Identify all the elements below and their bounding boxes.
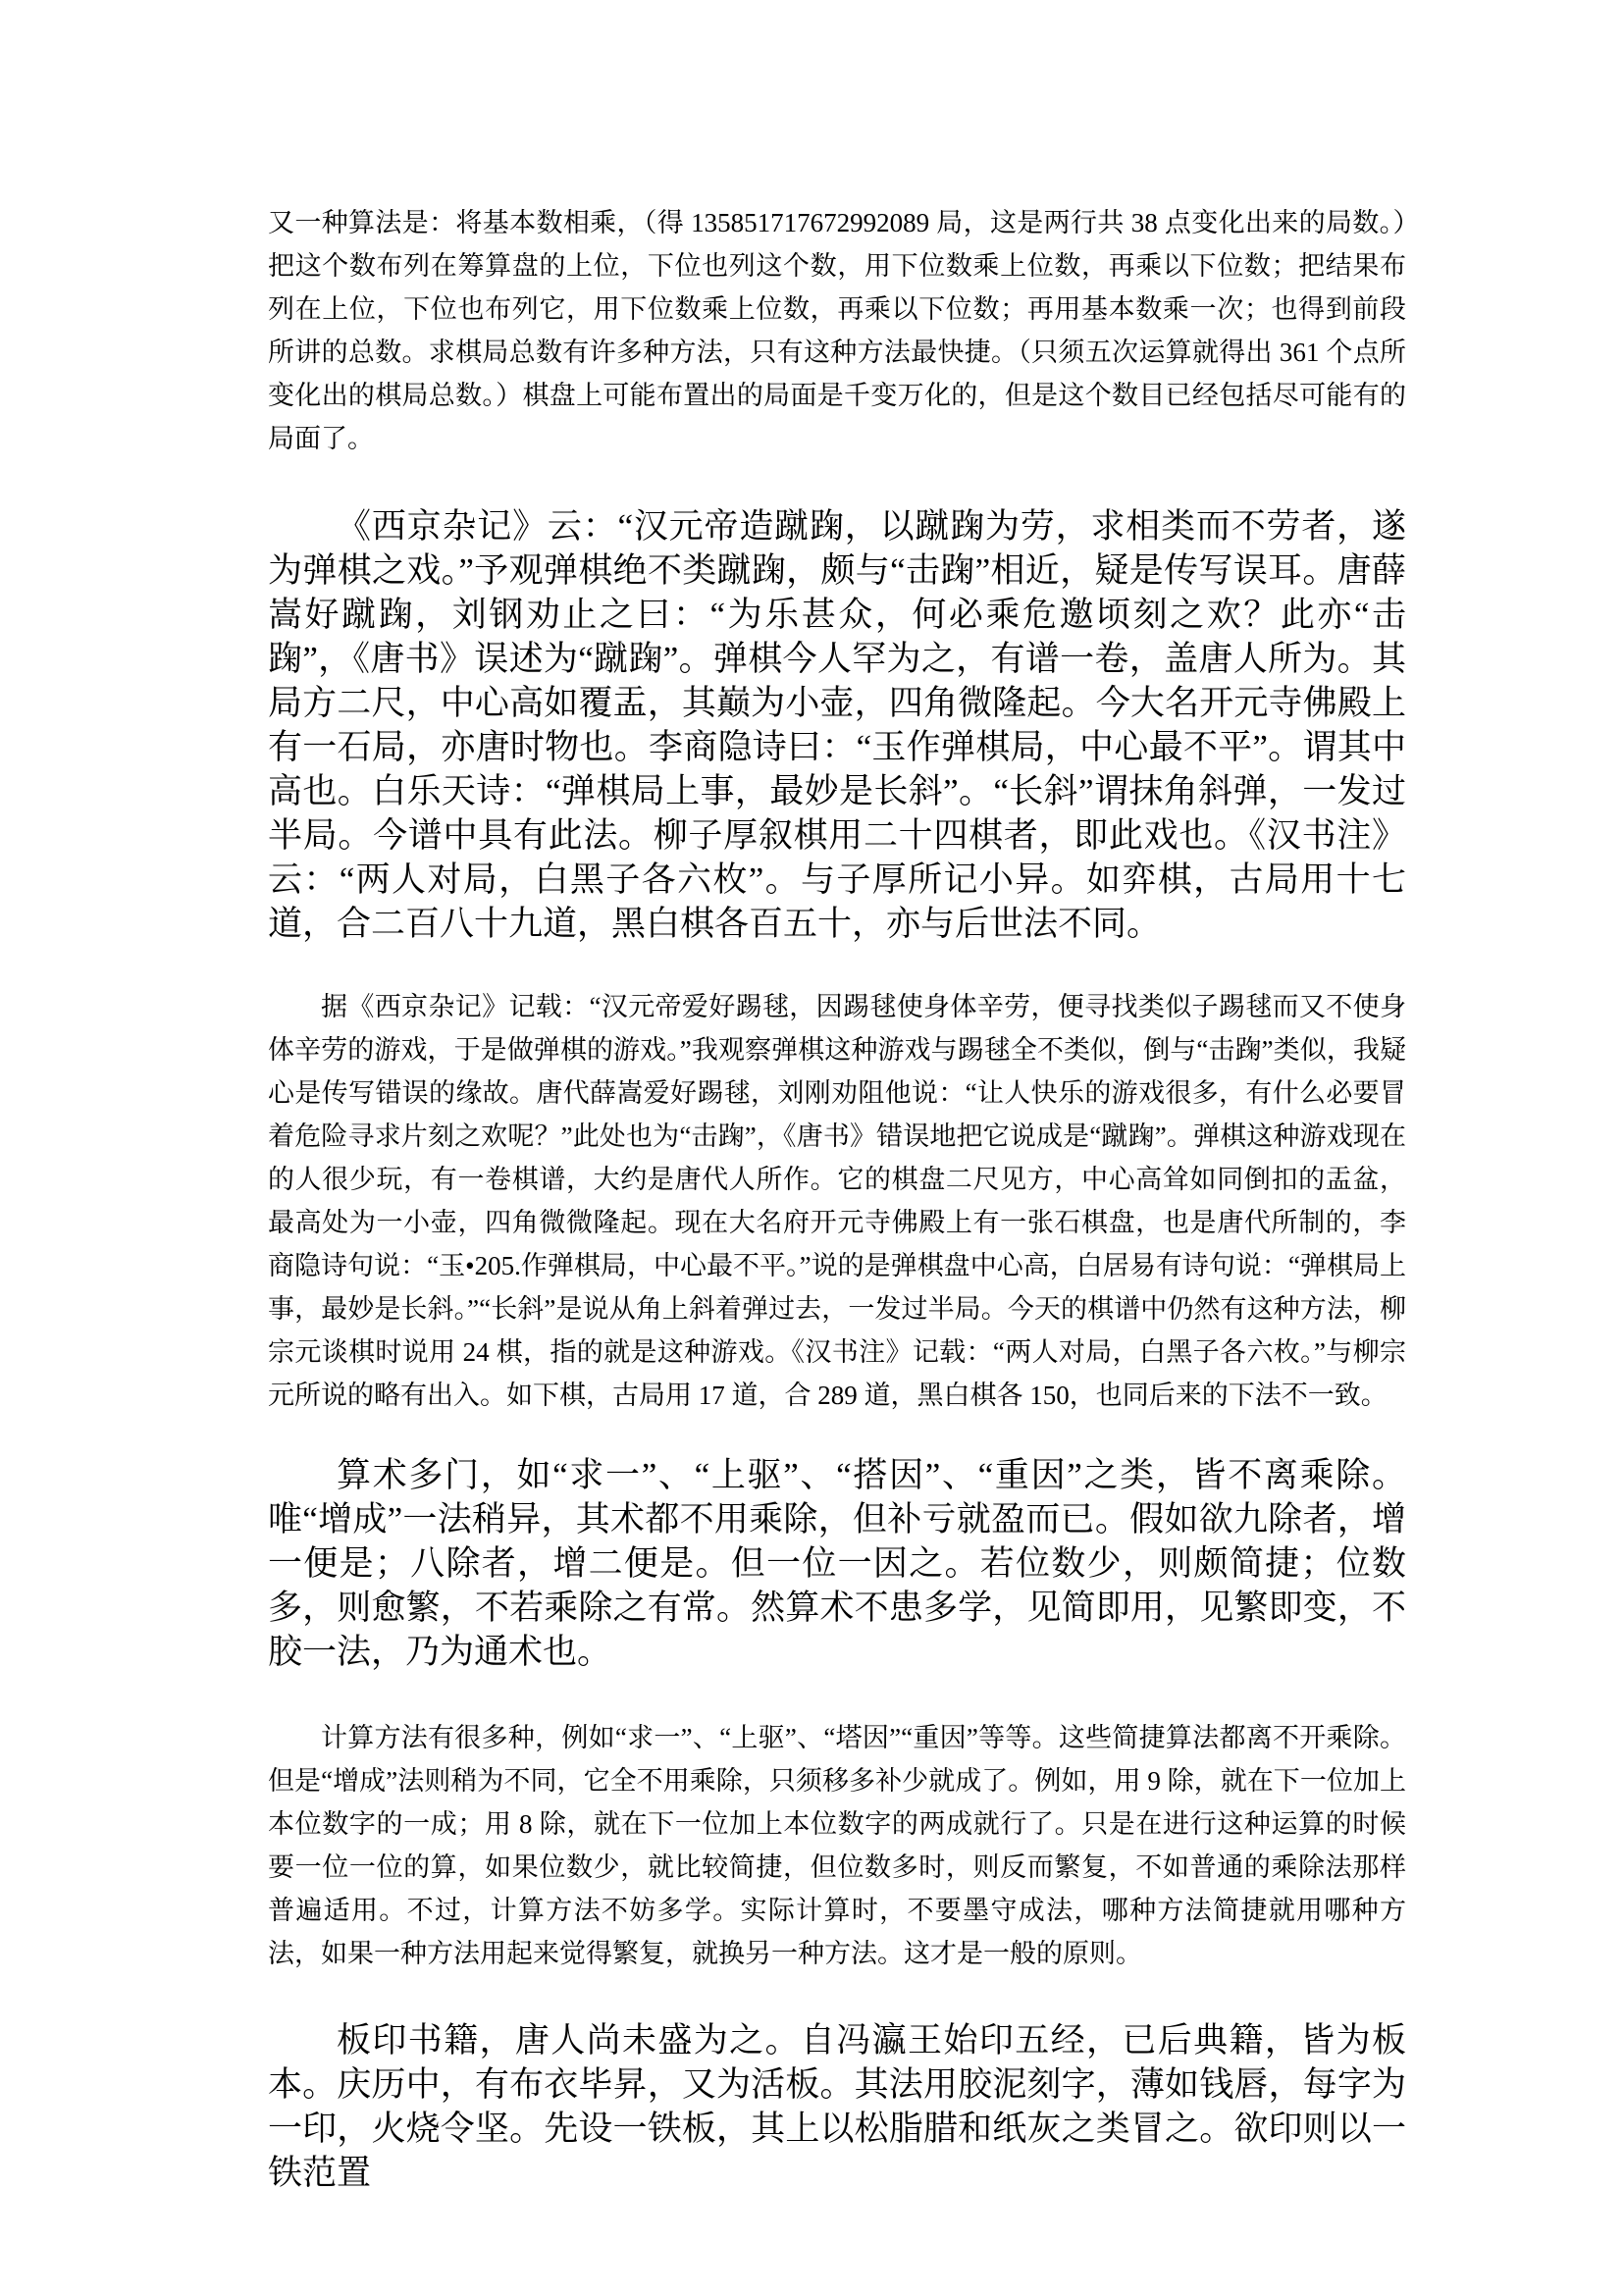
paragraph-classical-2: 算术多门，如“求一”、“上驱”、“搭因”、“重因”之类，皆不离乘除。唯“增成”一法稍异，其术都不用乘除，但补亏就盈而已。假如欲九除者，增一便是；八除者，增二便是。但一位一因之。若位数少，则颇简捷；位数多，则愈繁，不若乘除之有常。然算术不患多学，见简即用，见繁即变，不胶一法，乃为通术也。 <box>268 1456 1406 1671</box>
paragraph-classical-3: 板印书籍，唐人尚未盛为之。自冯瀛王始印五经，已后典籍，皆为板本。庆历中，有布衣毕昇，又为活板。其法用胶泥刻字，薄如钱唇，每字为一印，火烧令坚。先设一铁板，其上以松脂腊和纸灰之类冒之。欲印则以一铁范置 <box>268 2021 1406 2192</box>
paragraph-translation-2: 据《西京杂记》记载：“汉元帝爱好踢毬，因踢毬使身体辛劳，便寻找类似子踢毬而又不使身体辛劳的游戏，于是做弹棋的游戏。”我观察弹棋这种游戏与踢毬全不类似，倒与“击踘”类似，我疑心是传写错误的缘故。唐代薛嵩爱好踢毬，刘刚劝阻他说：“让人快乐的游戏很多，有什么必要冒着危险寻求片刻之欢呢？”此处也为“击踘”，《唐书》错误地把它说成是“蹴踘”。弹棋这种游戏现在的人很少玩，有一卷棋谱，大约是唐代人所作。它的棋盘二尺见方，中心高耸如同倒扣的盂盆，最高处为一小壶，四角微微隆起。现在大名府开元寺佛殿上有一张石棋盘，也是唐代所制的，李商隐诗句说：“玉•205.作弹棋局，中心最不平。”说的是弹棋盘中心高，白居易有诗句说：“弹棋局上事，最妙是长斜。”“长斜”是说从角上斜着弹过去，一发过半局。今天的棋谱中仍然有这种方法，柳宗元谈棋时说用 24 棋，指的就是这种游戏。《汉书注》记载：“两人对局，白黑子各六枚。”与柳宗元所说的略有出入。如下棋，古局用 17 道，合 289 道，黑白棋各 150，也同后来的下法不一致。 <box>268 992 1406 1410</box>
paragraph-translation-1: 又一种算法是：将基本数相乘，（得 135851717672992089 局，这是两行共 38 点变化出来的局数。）把这个数布列在筹算盘的上位，下位也列这个数，用下位数乘上位数，再乘以下位数；把结果布列在上位，下位也布列它，用下位数乘上位数，再乘以下位数；再用基本数乘一次；也得到前段所讲的总数。求棋局总数有许多种方法，只有这种方法最快捷。（只须五次运算就得出 361 个点所变化出的棋局总数。）棋盘上可能布置出的局面是千变万化的，但是这个数目已经包括尽可能有的局面了。 <box>268 208 1406 453</box>
paragraph-classical-1: 《西京杂记》云：“汉元帝造蹴踘，以蹴踘为劳，求相类而不劳者，遂为弹棋之戏。”予观弹棋绝不类蹴踘，颇与“击踘”相近，疑是传写误耳。唐薛嵩好蹴踘，刘钢劝止之曰：“为乐甚众，何必乘危邀顷刻之欢？此亦“击踘”，《唐书》误述为“蹴踘”。弹棋今人罕为之，有谱一卷，盖唐人所为。其局方二尺，中心高如覆盂，其巅为小壶，四角微隆起。今大名开元寺佛殿上有一石局，亦唐时物也。李商隐诗曰：“玉作弹棋局，中心最不平”。谓其中高也。白乐天诗：“弹棋局上事，最妙是长斜”。“长斜”谓抹角斜弹，一发过半局。今谱中具有此法。柳子厚叙棋用二十四棋者，即此戏也。《汉书注》云：“两人对局，白黑子各六枚”。与子厚所记小异。如弈棋，古局用十七道，合二百八十九道，黑白棋各百五十，亦与后世法不同。 <box>268 507 1406 943</box>
paragraph-translation-3: 计算方法有很多种，例如“求一”、“上驱”、“塔因”“重因”等等。这些简捷算法都离不开乘除。但是“增成”法则稍为不同，它全不用乘除，只须移多补少就成了。例如，用 9 除，就在下一位加上本位数字的一成；用 8 除，就在下一位加上本位数字的两成就行了。只是在进行这种运算的时候要一位一位的算，如果位数少，就比较简捷，但位数多时，则反而繁复，不如普通的乘除法那样普遍适用。不过，计算方法不妨多学。实际计算时，不要墨守成法，哪种方法简捷就用哪种方法，如果一种方法用起来觉得繁复，就换另一种方法。这才是一般的原则。 <box>268 1723 1406 1968</box>
document-page <box>268 201 1406 2195</box>
